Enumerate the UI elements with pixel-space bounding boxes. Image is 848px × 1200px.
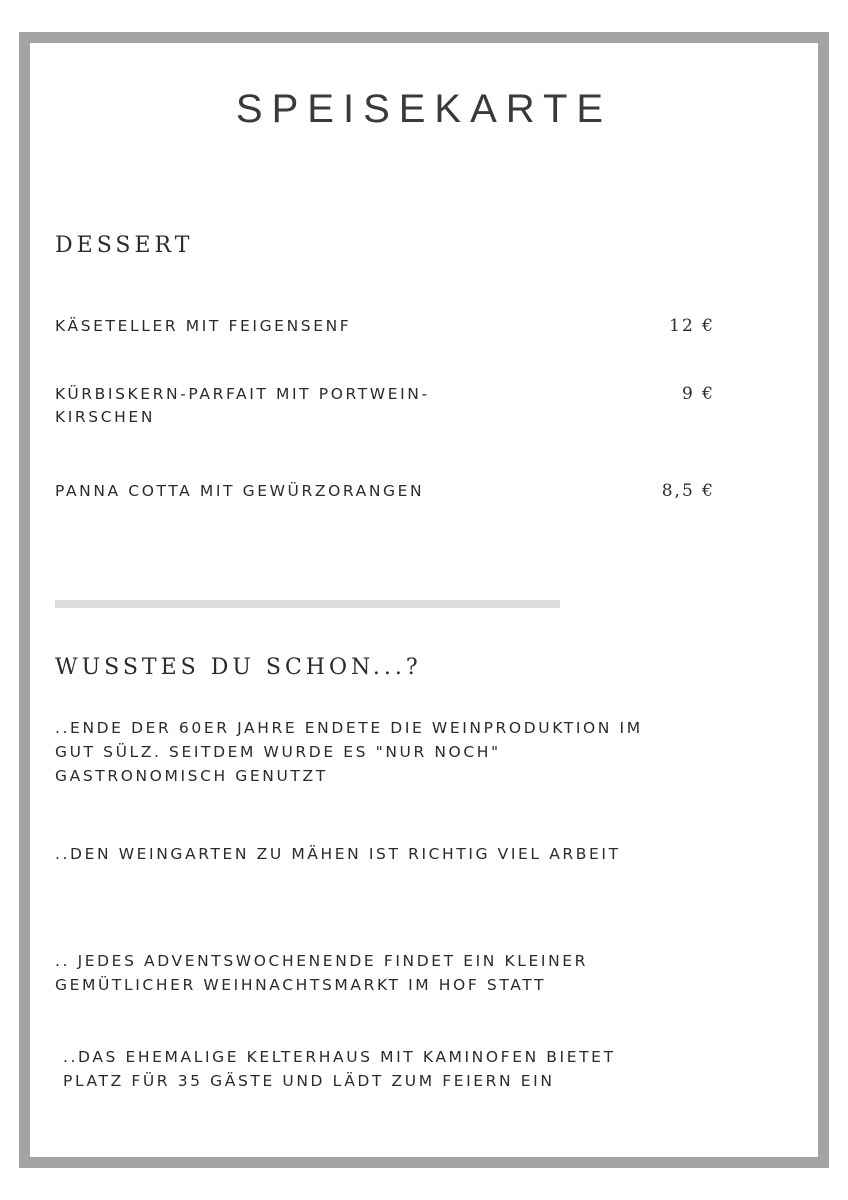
menu-item-price: 9 € <box>681 384 715 404</box>
trivia-fact: ..ENDE DER 60ER JAHRE ENDETE DIE WEINPRODUKTION IM GUT SÜLZ. SEITDEM WURDE ES "NUR NOCH" GASTRONOMISCH GENUTZT <box>55 719 643 785</box>
menu-item-price: 8,5 € <box>661 481 715 501</box>
menu-item-price: 12 € <box>669 316 715 336</box>
trivia-fact: ..DEN WEINGARTEN ZU MÄHEN IST RICHTIG VIEL ARBEIT <box>55 845 621 863</box>
page-title: SPEISEKARTE <box>235 87 613 131</box>
dessert-section-heading: DESSERT <box>55 233 194 258</box>
trivia-fact: .. JEDES ADVENTSWOCHENENDE FINDET EIN KLEINER GEMÜTLICHER WEIHNACHTSMARKT IM HOF STATT <box>55 952 589 994</box>
menu-item-name: KÜRBISKERN-PARFAIT MIT PORTWEIN-KIRSCHEN <box>55 385 430 426</box>
section-divider <box>55 600 560 608</box>
trivia-section-heading: WUSSTES DU SCHON...? <box>55 655 422 680</box>
menu-item-name: KÄSETELLER MIT FEIGENSENF <box>55 317 352 335</box>
menu-item-name: PANNA COTTA MIT GEWÜRZORANGEN <box>55 482 425 500</box>
trivia-fact: ..DAS EHEMALIGE KELTERHAUS MIT KAMINOFEN BIETET PLATZ FÜR 35 GÄSTE UND LÄDT ZUM FEIERN EIN <box>63 1048 616 1090</box>
